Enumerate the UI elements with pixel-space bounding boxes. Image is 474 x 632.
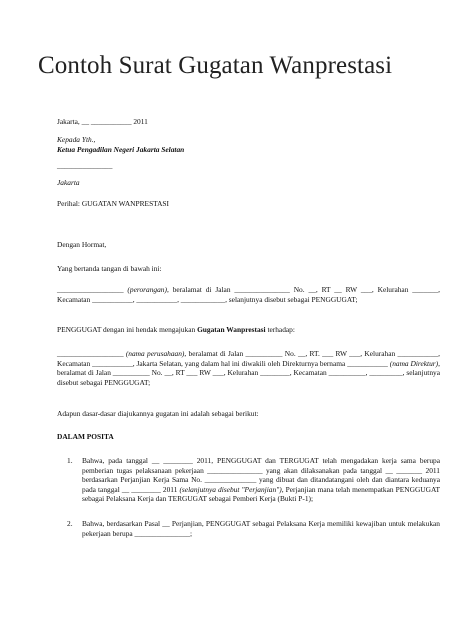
party2-address: , beralamat di Jalan __________ No. __, RT. ___ RW ___, Kelurahan ___________, Kecamatan ___________, Jakarta Selatan, yang dalam hal ini diwakili oleh Direkturnya bernama ___________ bbox=[57, 349, 440, 368]
date-line: Jakarta, __ ___________ 2011 bbox=[57, 117, 148, 126]
gugatan-intro-bold: Gugatan Wanprestasi bbox=[197, 325, 266, 334]
item-2-number: 2. bbox=[67, 519, 73, 528]
item-2-a: Bahwa, berdasarkan Pasal __ Perjanjian, PENGGUGAT sebagai Pelaksana Kerja memiliki kewajiban untuk melakukan pekerjaan berupa _______________; bbox=[82, 519, 440, 538]
party1-address: , beralamat di Jalan _______________ No. __, RT __ RW ___, Kelurahan _______, Kecamatan ___________, ___________, ____________, selanjutnya disebut sebagai PENGGUGAT; bbox=[57, 285, 440, 304]
party2-name-blank: __________________ bbox=[57, 349, 126, 358]
kepada-label: Kepada Yth., bbox=[57, 135, 96, 144]
gugatan-intro-c: terhadap: bbox=[265, 325, 295, 334]
party2-address-2: , beralamat di Jalan __________ No. __, RT ___ RW ___, Kelurahan ________, Kecamatan __________, _________, selanjutnya disebut sebagai PENGGUGAT; bbox=[57, 358, 440, 387]
section-heading: DALAM POSITA bbox=[57, 432, 114, 441]
item-1-a: Bahwa, pada tanggal __ ________ 2011, PENGGUGAT dan TERGUGAT telah mengadakan kerja sama berupa pemberian tugas pelaksanaan pekerjaan _______________ yang akan dilaksanakan pada tanggal __ _______ 2011 berdasarkan Perjanjian Kerja Sama No. ______________ yang dibuat dan ditandatangani oleh dan diantara keduanya pada tanggal __ ________ 2011 bbox=[82, 456, 440, 494]
item-1-text bbox=[82, 456, 440, 504]
blank-line: _______________ bbox=[57, 161, 113, 170]
item-1-c: , Perjanjian mana telah menempatkan PENGGUGAT sebagai Pelaksana Kerja dan TERGUGAT sebagai Pemberi Kerja (Bukti P-1); bbox=[82, 484, 440, 504]
item-2-text bbox=[82, 519, 440, 538]
party2-paragraph bbox=[57, 349, 440, 387]
party1-type: (perorangan) bbox=[127, 285, 167, 294]
gugatan-intro-a: PENGGUGAT dengan ini hendak mengajukan bbox=[57, 325, 198, 334]
party1-paragraph bbox=[57, 285, 440, 304]
item-1-number: 1. bbox=[67, 456, 73, 465]
gugatan-intro bbox=[57, 325, 440, 335]
dasar-text: Adapun dasar-dasar diajukannya gugatan ini adalah sebagai berikut: bbox=[57, 409, 259, 418]
perihal-label: Perihal: bbox=[57, 199, 82, 208]
document-title: Contoh Surat Gugatan Wanprestasi bbox=[38, 52, 393, 79]
perihal-value: GUGATAN WANPRESTASI bbox=[81, 199, 170, 208]
party1-name-blank: __________________ bbox=[57, 285, 128, 294]
recipient: Ketua Pengadilan Negeri Jakarta Selatan bbox=[57, 145, 185, 154]
item-1-b: (selanjutnya disebut "Perjanjian") bbox=[179, 484, 282, 494]
perihal bbox=[57, 199, 440, 209]
party2-type: (nama perusahaan) bbox=[125, 349, 185, 358]
city: Jakarta bbox=[57, 178, 80, 187]
intro: Yang bertanda tangan di bawah ini: bbox=[57, 264, 162, 273]
party2-director: (nama Direktur) bbox=[389, 358, 439, 368]
greeting: Dengan Hormat, bbox=[57, 240, 107, 249]
